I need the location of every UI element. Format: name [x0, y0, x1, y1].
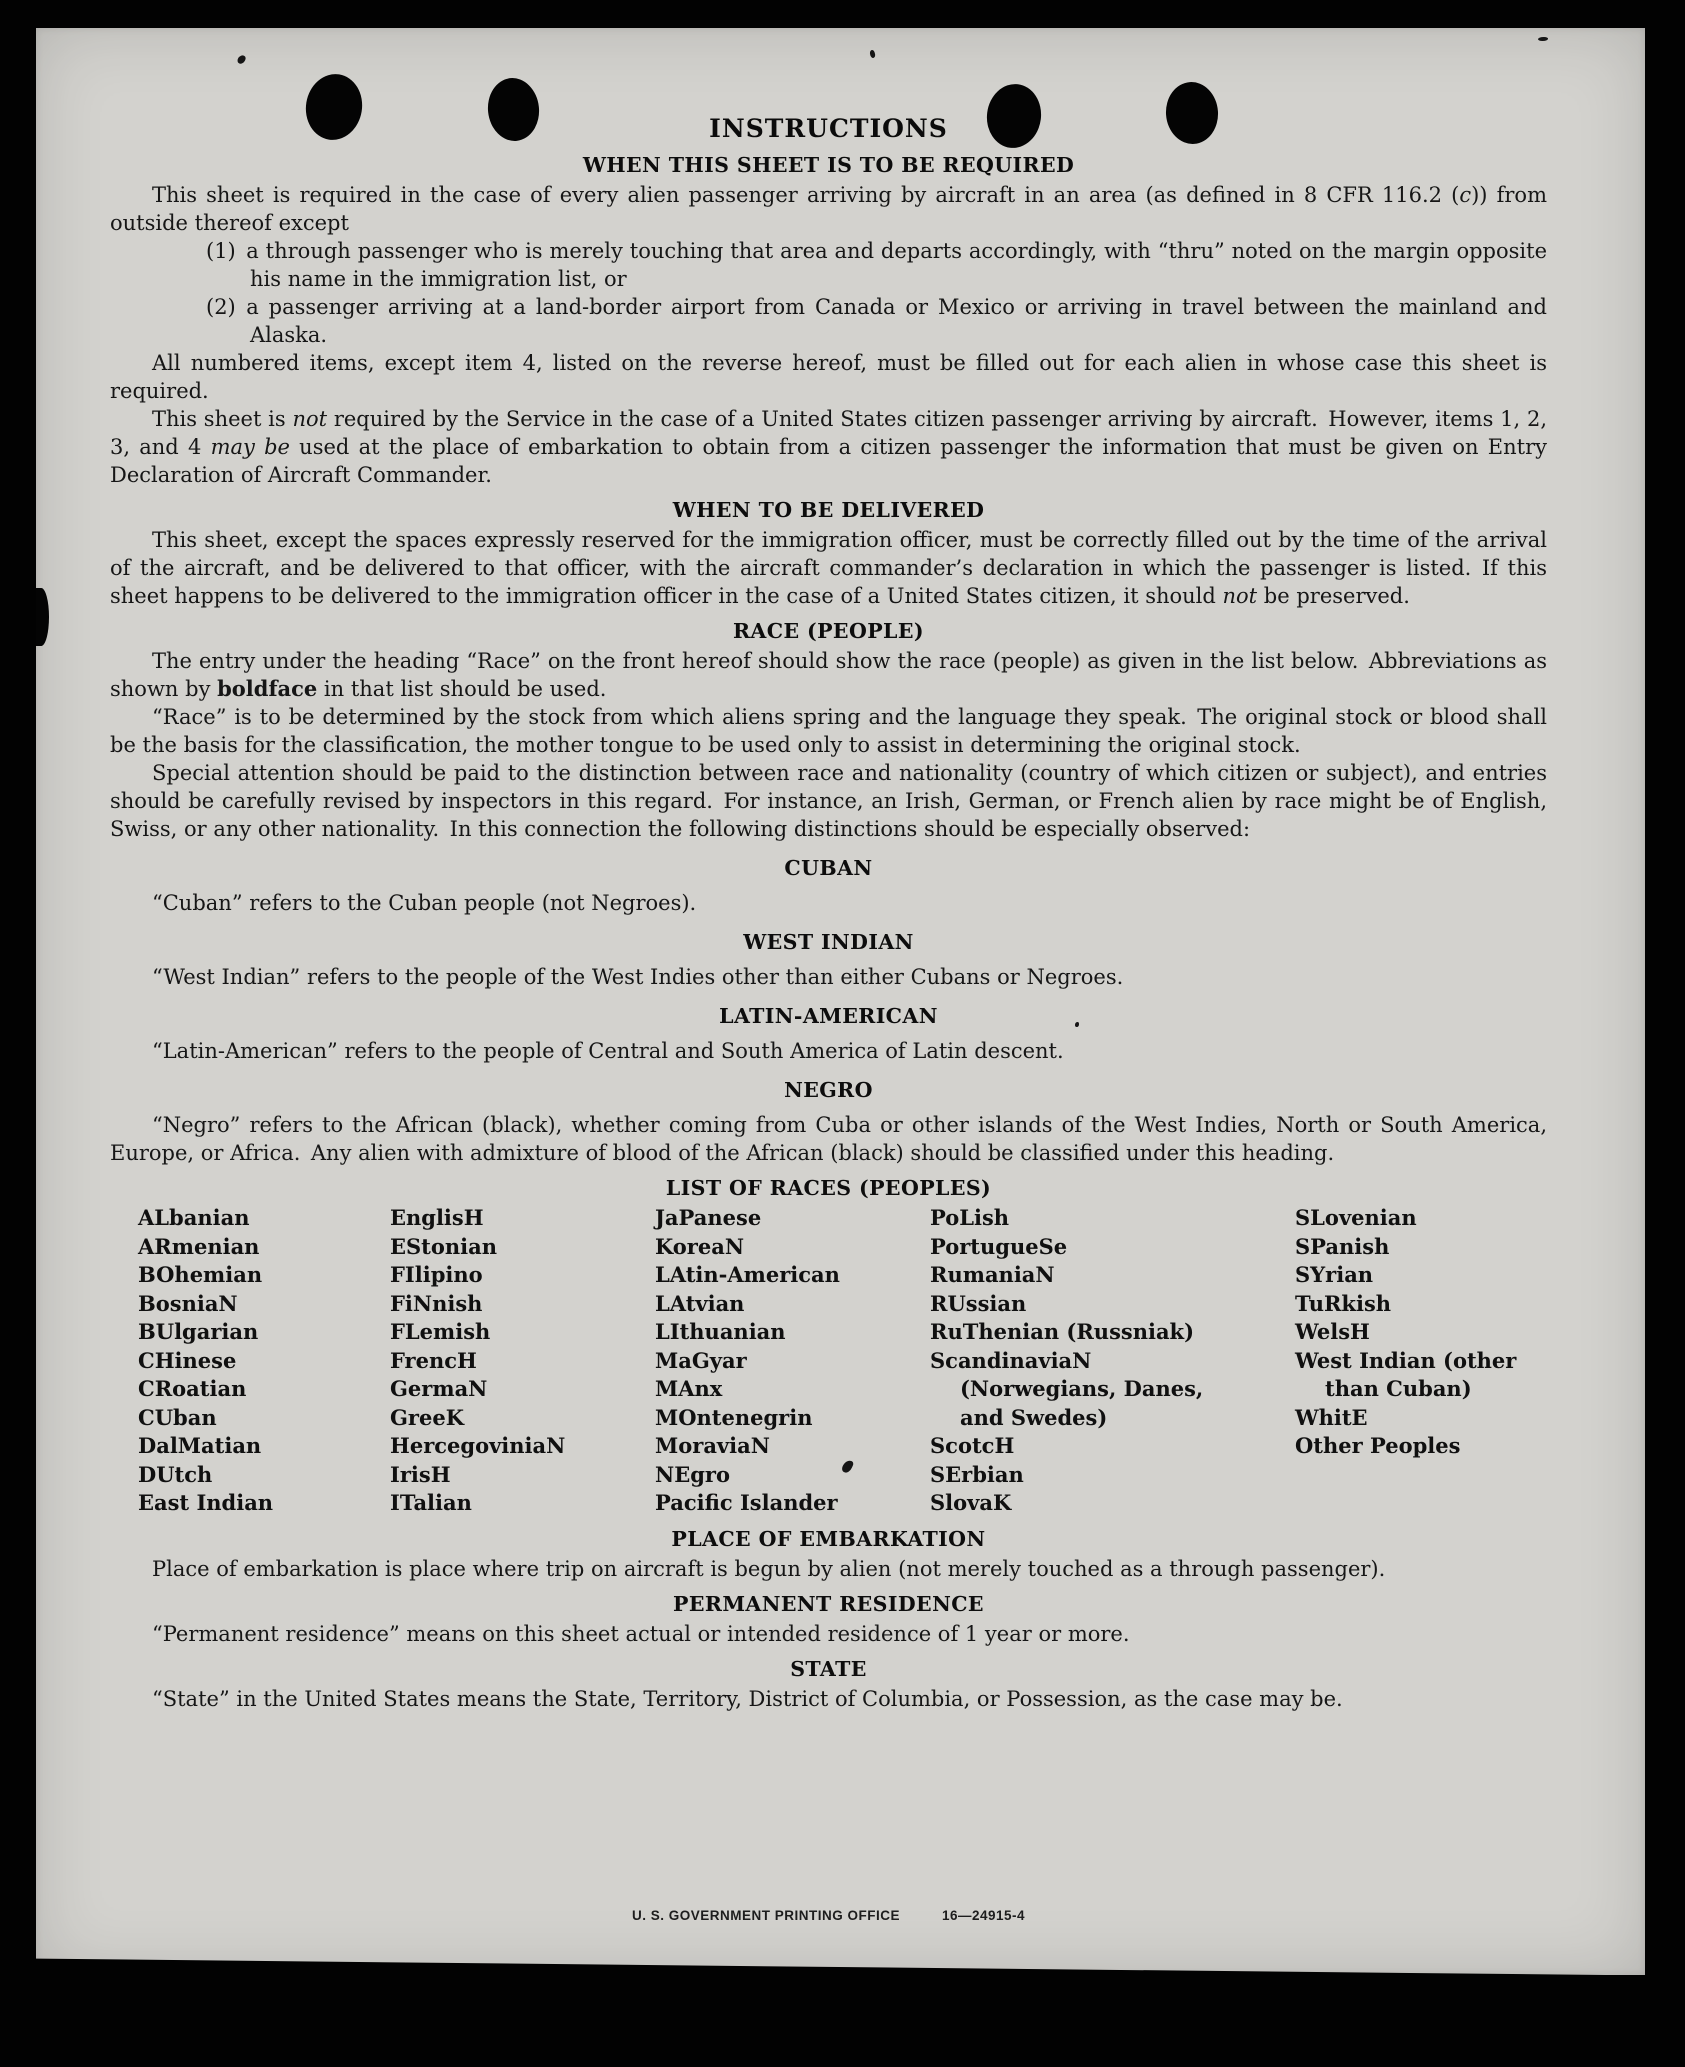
paragraph — [110, 526, 1547, 610]
italic-text: not — [292, 407, 328, 431]
section-heading: WHEN THIS SHEET IS TO BE REQUIRED — [582, 153, 1075, 177]
race-item: SLovenian — [1295, 1205, 1417, 1230]
text-run: “Negro” refers to the African (black), whether coming from Cuba or other islands of the West Indies, North or South America, Europe, or Africa. Any alien with admixture of blood of the African (black) should be classified under this heading. — [110, 1113, 1547, 1165]
race-item: ITalian — [390, 1490, 472, 1515]
race-item: RumaniaN — [930, 1262, 1055, 1287]
italic-text: may be — [210, 435, 290, 459]
text-run: “Race” is to be determined by the stock from which aliens spring and the language they speak. The original stock or blood shall be the basis for the classification, the mother tongue to be used only to assist in determining the original stock. — [110, 705, 1547, 757]
race-item: FIlipino — [390, 1262, 483, 1287]
race-item: FiNnish — [390, 1290, 483, 1316]
race-item: PortugueSe — [930, 1233, 1068, 1259]
text-run: required by the Service in the case of a United States citizen passenger arriving by aircraft. However, items 1, 2, 3, and 4 — [110, 407, 1547, 459]
italic-text: not — [1222, 584, 1258, 608]
race-item: NEgro — [655, 1461, 730, 1487]
page-title: INSTRUCTIONS — [709, 114, 948, 143]
section-heading: WEST INDIAN — [743, 930, 914, 954]
form-code: 16—24915-4 — [941, 1908, 1026, 1923]
race-item: CUban — [138, 1404, 217, 1430]
race-item: FLemish — [390, 1319, 491, 1344]
race-column — [1295, 1204, 1545, 1518]
race-item: MAnx — [655, 1376, 723, 1401]
race-item: RuThenian (Russniak) — [930, 1319, 1195, 1344]
numbered-item — [206, 293, 1547, 349]
paragraph — [110, 1620, 1547, 1648]
race-item: IrisH — [390, 1461, 451, 1487]
bold-text: boldface — [217, 676, 318, 701]
race-item: SYrian — [1295, 1262, 1374, 1287]
text-run: )) from outside thereof except — [110, 183, 1547, 235]
race-columns — [110, 1204, 1547, 1518]
document-page — [36, 28, 1645, 1975]
race-item: EnglisH — [390, 1205, 484, 1230]
paragraph — [110, 703, 1547, 759]
text-run: a through passenger who is merely touching that area and departs accordingly, with “thru” noted on the margin opposite his name in the immigration list, or — [246, 239, 1547, 291]
race-item: MOntenegrin — [655, 1404, 813, 1430]
race-item: ALbanian — [138, 1205, 250, 1230]
race-item: Pacific Islander — [655, 1490, 838, 1515]
race-item: WelsH — [1295, 1319, 1370, 1344]
section-heading: RACE (PEOPLE) — [733, 619, 924, 643]
paragraph — [110, 759, 1547, 843]
text-run: used at the place of embarkation to obtain from a citizen passenger the information that must be given on Entry Declaration of Aircraft Commander. — [110, 435, 1548, 487]
race-column — [930, 1204, 1295, 1518]
text-run: “West Indian” refers to the people of the West Indies other than either Cubans or Negroes. — [152, 965, 1124, 989]
race-item: PoLish — [930, 1205, 1010, 1230]
race-item: FrencH — [390, 1347, 477, 1373]
race-item: BOhemian — [138, 1262, 263, 1287]
race-item: BosniaN — [138, 1290, 238, 1316]
race-item: KoreaN — [655, 1233, 745, 1259]
race-column — [655, 1204, 930, 1518]
text-run: This sheet, except the spaces expressly reserved for the immigration officer, must be correctly filled out by the time of the arrival of the aircraft, and be delivered to that officer, with the aircraft commander’s declaration in which the passenger is listed. If this sheet happens to be delivered to the immigration officer in the case of a United States citizen, it should — [110, 528, 1547, 608]
printer-imprint: U. S. GOVERNMENT PRINTING OFFICE — [631, 1908, 900, 1923]
paragraph — [110, 1685, 1547, 1713]
section-heading: PLACE OF EMBARKATION — [671, 1526, 986, 1551]
race-column — [138, 1204, 390, 1518]
race-item: SPanish — [1295, 1233, 1390, 1259]
race-item: EStonian — [390, 1233, 497, 1259]
race-item: GreeK — [390, 1404, 464, 1430]
paragraph — [110, 1555, 1547, 1583]
race-item: LAtin-American — [655, 1262, 840, 1287]
italic-text: c — [1459, 183, 1472, 207]
text-run: Place of embarkation is place where trip on aircraft is begun by alien (not merely touched as a through passenger). — [152, 1556, 1386, 1581]
race-item: LIthuanian — [655, 1319, 786, 1344]
race-item: CHinese — [138, 1347, 237, 1373]
numbered-item — [206, 237, 1547, 293]
race-item: GermaN — [390, 1376, 488, 1401]
text-run: in that list should be used. — [317, 677, 607, 701]
race-item: West Indian (other than Cuban) — [1295, 1347, 1517, 1401]
section-heading: PERMANENT RESIDENCE — [673, 1591, 984, 1616]
race-item: JaPanese — [655, 1205, 762, 1230]
section-heading: CUBAN — [784, 856, 873, 880]
paragraph — [110, 349, 1547, 405]
race-item: SlovaK — [930, 1490, 1012, 1515]
race-item: DalMatian — [138, 1433, 262, 1458]
race-item: WhitE — [1295, 1404, 1368, 1430]
text-run: This sheet is — [152, 407, 293, 431]
text-run: be preserved. — [1257, 584, 1410, 608]
race-item: East Indian — [138, 1490, 274, 1515]
text-run: “State” in the United States means the State, Territory, District of Columbia, or Possession, as the case may be. — [152, 1686, 1343, 1711]
race-item: CRoatian — [138, 1376, 247, 1401]
text-run: “Latin-American” refers to the people of Central and South America of Latin descent. — [152, 1039, 1064, 1063]
race-item: HercegoviniaN — [390, 1433, 566, 1458]
paragraph — [110, 889, 1547, 917]
race-item: MoraviaN — [655, 1433, 770, 1458]
text-run: “Cuban” refers to the Cuban people (not Negroes). — [152, 891, 697, 915]
paragraph — [110, 405, 1547, 489]
section-heading: LIST OF RACES (PEOPLES) — [665, 1176, 992, 1200]
race-item: BUlgarian — [138, 1319, 259, 1344]
race-item: DUtch — [138, 1461, 213, 1487]
text-run: a passenger arriving at a land-border airport from Canada or Mexico or arriving in travel between the mainland and Alaska. — [246, 295, 1547, 347]
section-heading: STATE — [790, 1656, 867, 1681]
document-sections — [110, 152, 1547, 1713]
scan-bottom-edge — [0, 1958, 1685, 2067]
item-number: (2) — [206, 295, 247, 319]
print-office-footer — [110, 1908, 1547, 1923]
section-heading: NEGRO — [784, 1078, 873, 1102]
race-item: TuRkish — [1295, 1290, 1392, 1316]
paragraph — [110, 963, 1547, 991]
paragraph — [110, 647, 1547, 703]
text-run: Special attention should be paid to the distinction between race and nationality (country of which citizen or subject), and entries should be carefully revised by inspectors in this regard. For instance, an Irish, German, or French alien by race might be of English, Swiss, or any other nationality. In this connection the following distinctions should be especially observed: — [110, 761, 1547, 841]
race-item: ScandinaviaN (Norwegians, Danes, and Swedes) — [930, 1347, 1204, 1430]
item-number: (1) — [206, 239, 247, 263]
document-content — [110, 28, 1547, 1713]
race-item: ScotcH — [930, 1433, 1015, 1458]
section-heading: WHEN TO BE DELIVERED — [672, 498, 985, 522]
text-run: All numbered items, except item 4, listed on the reverse hereof, must be filled out for each alien in whose case this sheet is required. — [110, 351, 1547, 403]
text-run: The entry under the heading “Race” on the front hereof should show the race (people) as given in the list below. Abbreviations as shown by — [110, 649, 1547, 701]
race-item: RUssian — [930, 1290, 1027, 1316]
race-item: MaGyar — [655, 1347, 747, 1373]
section-heading: LATIN-AMERICAN — [719, 1004, 938, 1028]
text-run: “Permanent residence” means on this sheet actual or intended residence of 1 year or more. — [152, 1621, 1130, 1646]
paragraph — [110, 181, 1547, 237]
race-column — [390, 1204, 655, 1518]
race-item: ARmenian — [138, 1233, 260, 1259]
paragraph — [110, 1037, 1547, 1065]
race-item: Other Peoples — [1295, 1433, 1461, 1458]
paragraph — [110, 1111, 1547, 1167]
race-item: LAtvian — [655, 1290, 745, 1316]
text-run: This sheet is required in the case of every alien passenger arriving by aircraft in an area (as defined in 8 CFR 116.2 ( — [152, 183, 1460, 207]
race-item: SErbian — [930, 1461, 1024, 1487]
